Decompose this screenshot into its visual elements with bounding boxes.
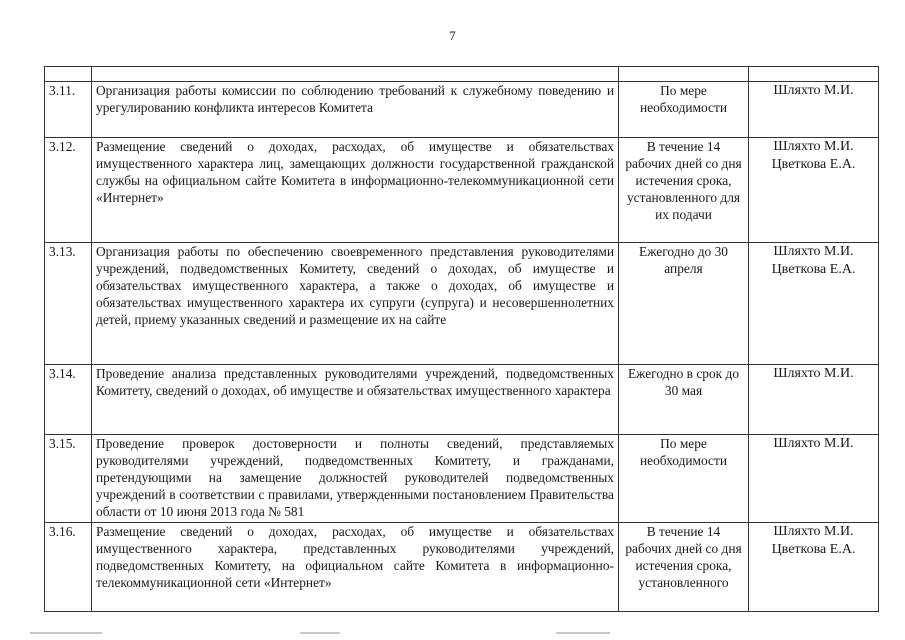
item-responsible bbox=[749, 523, 879, 612]
item-term: В течение 14 рабочих дней со дня истечения срока, установленного для их подачи bbox=[619, 138, 749, 243]
scan-edge-mark bbox=[30, 632, 102, 634]
table-row bbox=[45, 138, 879, 243]
item-action: Организация работы комиссии по соблюдению требований к служебному поведению и урегулированию конфликта интересов Комитета bbox=[92, 82, 619, 138]
header-cell bbox=[749, 67, 879, 82]
item-action: Размещение сведений о доходах, расходах, об имуществе и обязательствах имущественного характера, представленных руководителями учреждений, подведомственных Комитету, на официальном сайте Комитета в информационно-телекоммуникационной сети «Интернет» bbox=[92, 523, 619, 612]
item-number: 3.16. bbox=[45, 523, 92, 612]
item-number: 3.15. bbox=[45, 435, 92, 523]
item-term: Ежегодно до 30 апреля bbox=[619, 243, 749, 365]
item-action: Проведение проверок достоверности и полноты сведений, представляемых руководителями учреждений, подведомственных Комитету, и гражданами, претендующими на замещение должностей руководителей подведомственных учреждений в соответствии с правилами, утвержденными постановлением Правительства области от 10 июня 2013 года № 581 bbox=[92, 435, 619, 523]
responsible-person: Шляхто М.И. bbox=[773, 366, 854, 381]
item-responsible bbox=[749, 435, 879, 523]
scan-edge-mark bbox=[300, 632, 340, 634]
responsible-person: Шляхто М.И. bbox=[773, 83, 854, 98]
page-number: 7 bbox=[449, 28, 456, 43]
table-row bbox=[45, 435, 879, 523]
responsible-person: Цветкова Е.А. bbox=[771, 157, 856, 172]
item-responsible bbox=[749, 243, 879, 365]
item-action: Организация работы по обеспечению своевременного представления руководителями учреждений, подведомственных Комитету, сведений о доходах, об имуществе и обязательствах имущественного характера, а также о доходах, об имуществе и обязательствах имущественного характера их супруги (супруга) и несовершеннолетних детей, приему указанных сведений и размещение их на сайте bbox=[92, 243, 619, 365]
item-term: Ежегодно в срок до 30 мая bbox=[619, 365, 749, 435]
item-responsible bbox=[749, 365, 879, 435]
item-responsible bbox=[749, 138, 879, 243]
scan-edge-mark bbox=[556, 632, 610, 634]
item-term: По мере необходимости bbox=[619, 82, 749, 138]
table-header-row bbox=[45, 67, 879, 82]
responsible-person: Шляхто М.И. bbox=[773, 244, 854, 259]
item-term: В течение 14 рабочих дней со дня истечения срока, установленного bbox=[619, 523, 749, 612]
responsible-person: Цветкова Е.А. bbox=[771, 262, 856, 277]
header-cell bbox=[45, 67, 92, 82]
header-cell bbox=[92, 67, 619, 82]
responsible-person: Шляхто М.И. bbox=[773, 139, 854, 154]
item-number: 3.11. bbox=[45, 82, 92, 138]
responsible-person: Шляхто М.И. bbox=[773, 436, 854, 451]
item-action: Проведение анализа представленных руководителями учреждений, подведомственных Комитету, сведений о доходах, об имуществе и обязательствах имущественного характера bbox=[92, 365, 619, 435]
header-cell bbox=[619, 67, 749, 82]
item-action: Размещение сведений о доходах, расходах, об имуществе и обязательствах имущественного характера лиц, замещающих должности государственной гражданской службы на официальном сайте Комитета в информационно-телекоммуникационной сети «Интернет» bbox=[92, 138, 619, 243]
item-number: 3.13. bbox=[45, 243, 92, 365]
table-row bbox=[45, 365, 879, 435]
table-row bbox=[45, 243, 879, 365]
item-number: 3.12. bbox=[45, 138, 92, 243]
responsible-person: Цветкова Е.А. bbox=[771, 542, 856, 557]
item-term: По мере необходимости bbox=[619, 435, 749, 523]
item-number: 3.14. bbox=[45, 365, 92, 435]
measures-table bbox=[44, 66, 879, 612]
responsible-person: Шляхто М.И. bbox=[773, 524, 854, 539]
table-row bbox=[45, 523, 879, 612]
table-row bbox=[45, 82, 879, 138]
item-responsible bbox=[749, 82, 879, 138]
